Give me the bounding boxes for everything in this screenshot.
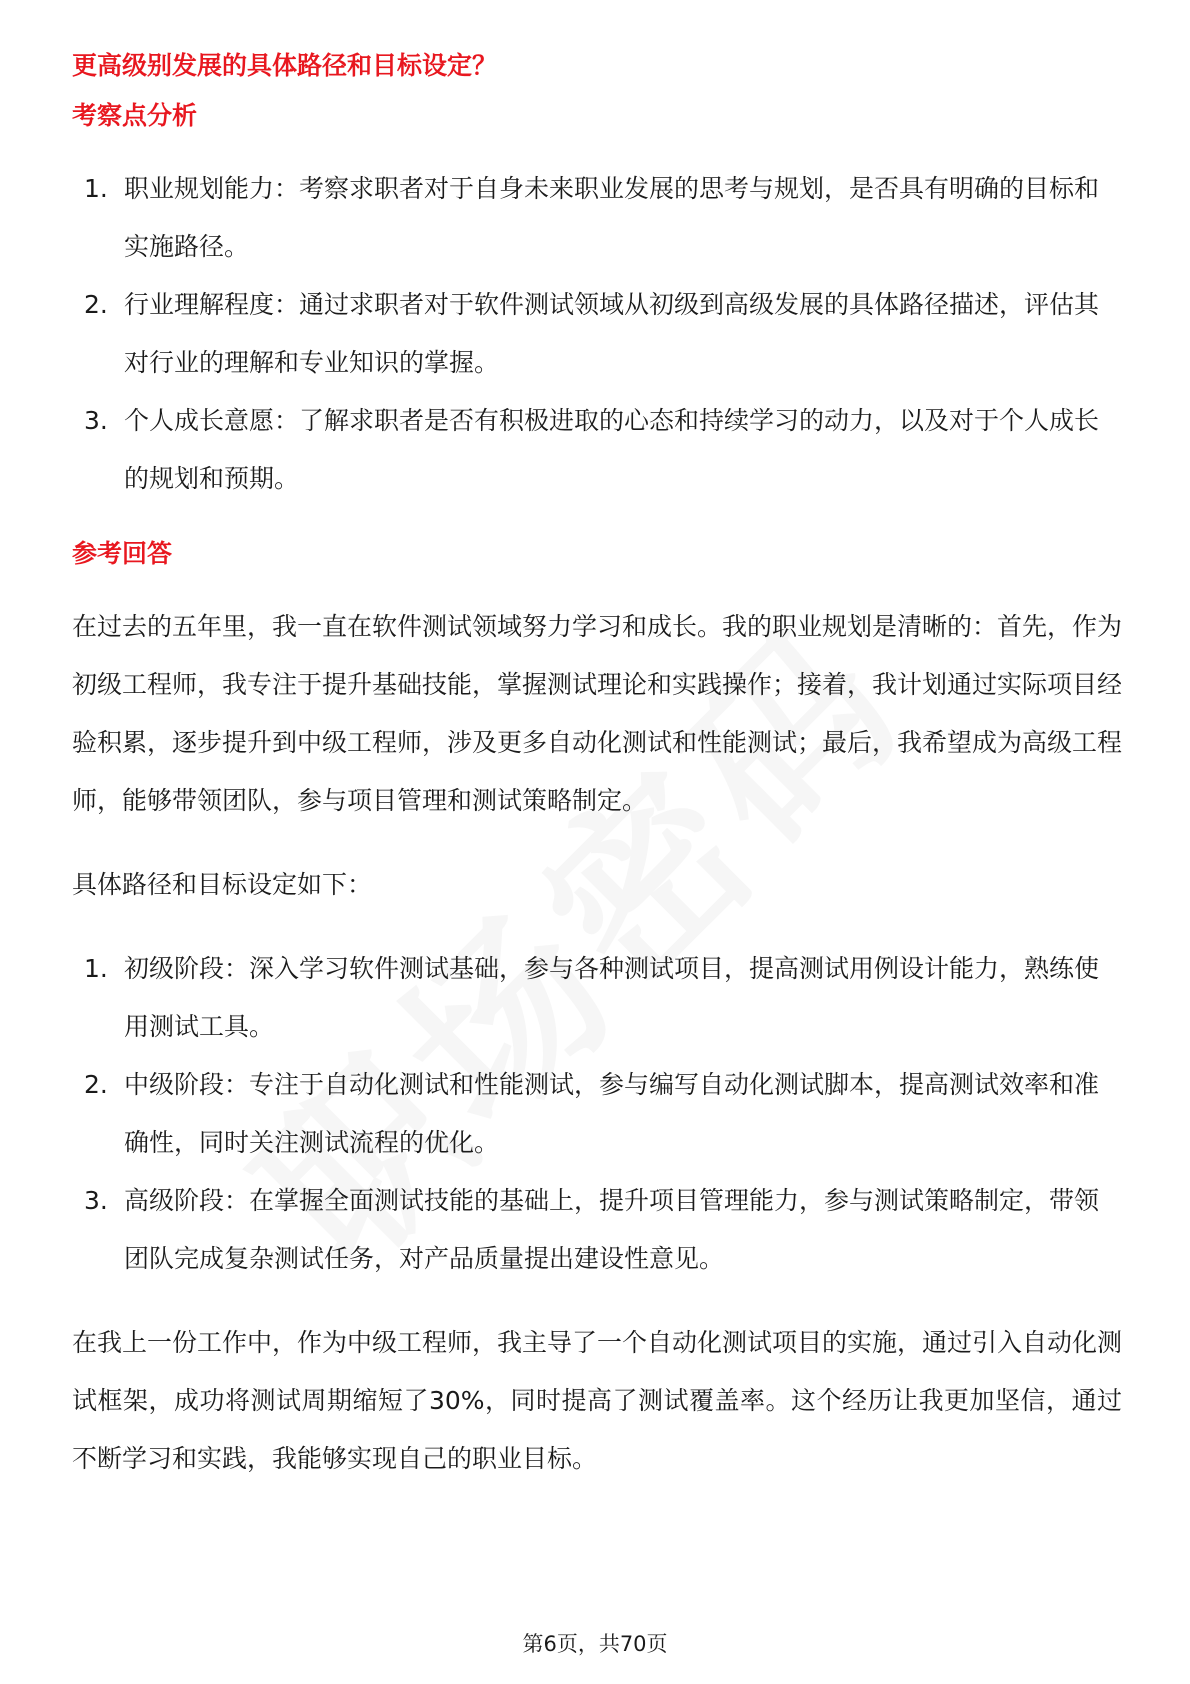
answer-heading: 参考回答 (72, 539, 173, 568)
list-item (72, 276, 1122, 392)
list-number: 3. (84, 406, 108, 435)
list-text: 高级阶段：在掌握全面测试技能的基础上，提升项目管理能力，参与测试策略制定，带领团队完成复杂测试任务，对产品质量提出建设性意见。 (124, 1186, 1100, 1273)
list-item (72, 1172, 1122, 1288)
list-item (72, 940, 1122, 1056)
stage-list (72, 940, 1122, 1288)
analysis-list (72, 160, 1122, 508)
list-text: 初级阶段：深入学习软件测试基础，参与各种测试项目，提高测试用例设计能力，熟练使用测试工具。 (124, 954, 1100, 1041)
list-number: 2. (84, 290, 108, 319)
list-text: 中级阶段：专注于自动化测试和性能测试，参与编写自动化测试脚本，提高测试效率和准确性，同时关注测试流程的优化。 (124, 1070, 1100, 1157)
list-number: 1. (84, 174, 108, 203)
list-number: 3. (84, 1186, 108, 1215)
list-item (72, 160, 1122, 276)
list-number: 2. (84, 1070, 108, 1099)
list-item (72, 392, 1122, 508)
question-title: 更高级别发展的具体路径和目标设定？ (72, 51, 498, 80)
analysis-heading: 考察点分析 (72, 101, 198, 130)
answer-paragraph: 在我上一份工作中，作为中级工程师，我主导了一个自动化测试项目的实施，通过引入自动化测试框架，成功将测试周期缩短了30%，同时提高了测试覆盖率。这个经历让我更加坚信，通过不断学习和实践，我能够实现自己的职业目标。 (72, 1328, 1123, 1473)
list-item (72, 1056, 1122, 1172)
list-text: 职业规划能力：考察求职者对于自身未来职业发展的思考与规划，是否具有明确的目标和实施路径。 (124, 174, 1100, 261)
document-page (72, 48, 1122, 1488)
answer-paragraph: 具体路径和目标设定如下： (72, 870, 373, 899)
answer-paragraph: 在过去的五年里，我一直在软件测试领域努力学习和成长。我的职业规划是清晰的：首先，作为初级工程师，我专注于提升基础技能，掌握测试理论和实践操作；接着，我计划通过实际项目经验积累，逐步提升到中级工程师，涉及更多自动化测试和性能测试；最后，我希望成为高级工程师，能够带领团队，参与项目管理和测试策略制定。 (72, 612, 1123, 815)
page-number: 第6页，共70页 (522, 1632, 668, 1656)
list-text: 行业理解程度：通过求职者对于软件测试领域从初级到高级发展的具体路径描述，评估其对行业的理解和专业知识的掌握。 (124, 290, 1100, 377)
list-number: 1. (84, 954, 108, 983)
list-text: 个人成长意愿：了解求职者是否有积极进取的心态和持续学习的动力，以及对于个人成长的规划和预期。 (124, 406, 1100, 493)
